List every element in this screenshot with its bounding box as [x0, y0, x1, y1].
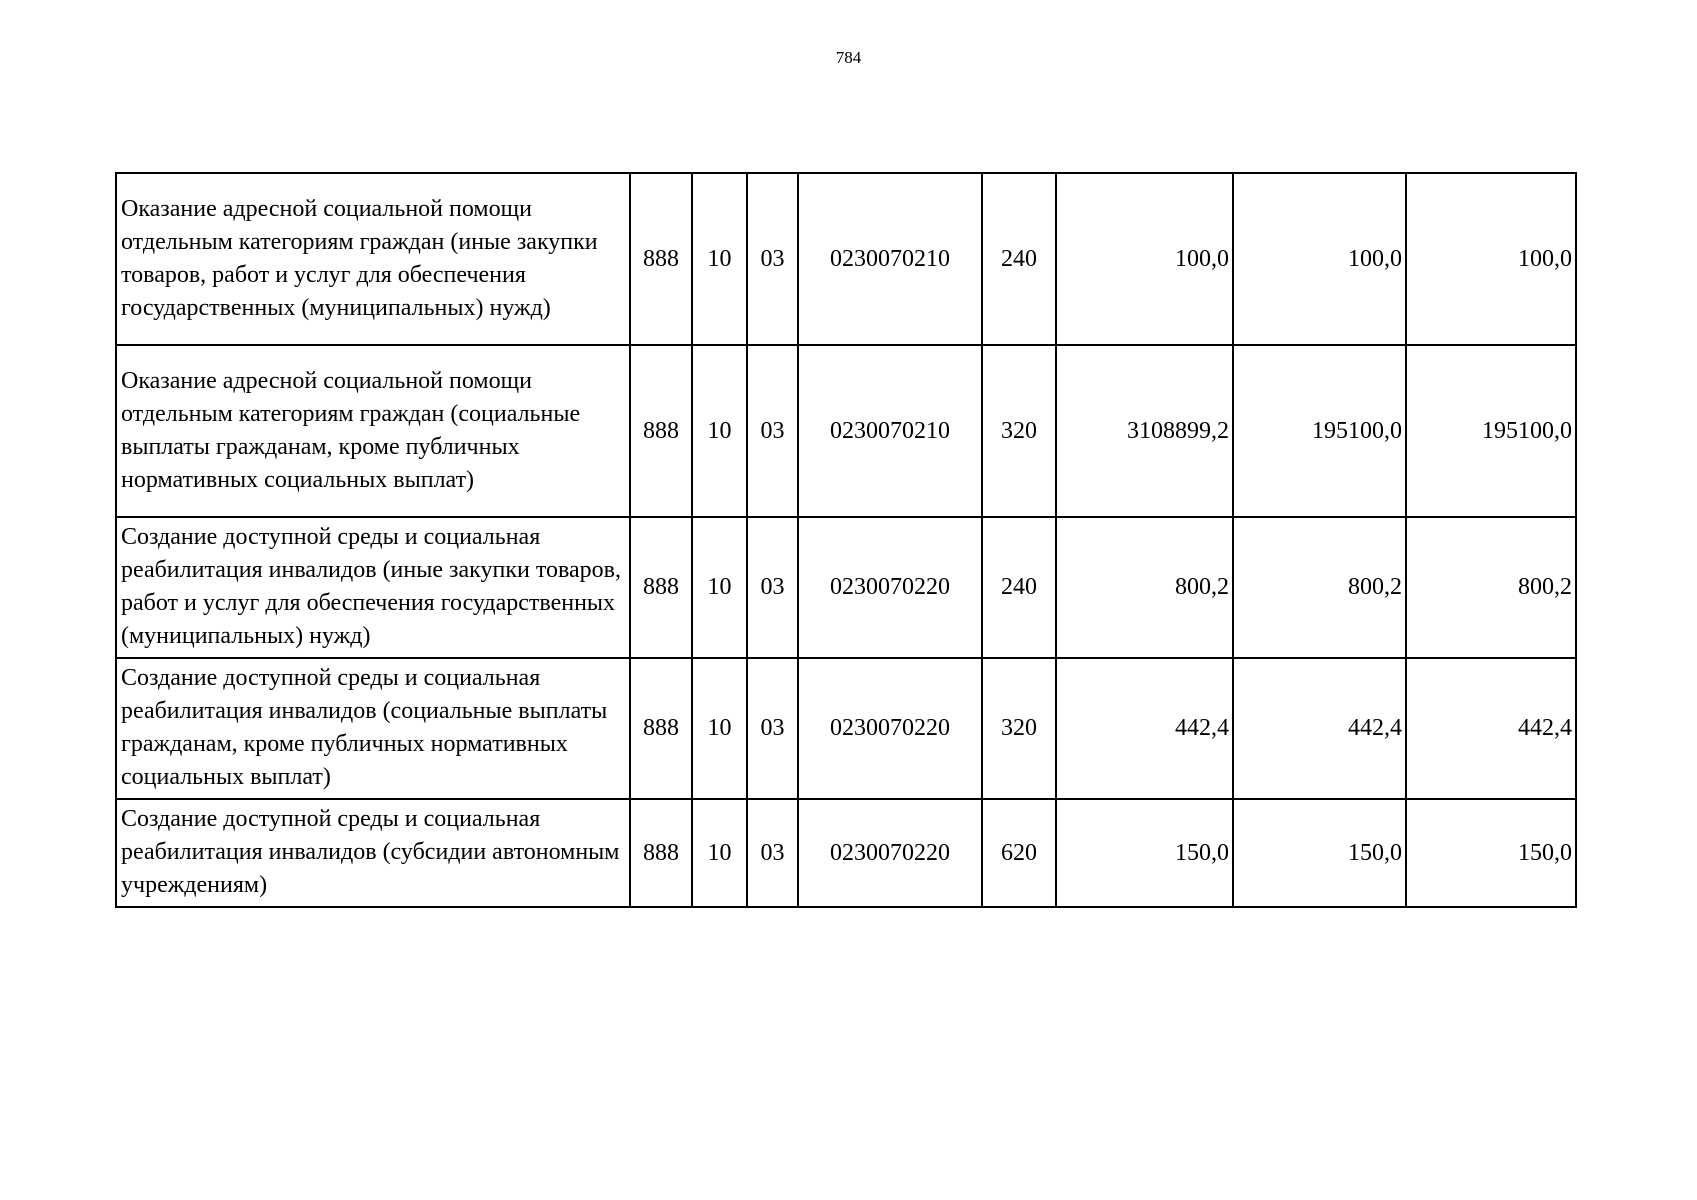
amount-year-1: 3108899,2: [1056, 345, 1233, 517]
amount-year-2: 442,4: [1233, 658, 1406, 799]
row-description: Создание доступной среды и социальная реабилитация инвалидов (иные закупки товаров, работ и услуг для обеспечения государственных (муниципальных) нужд): [116, 517, 630, 658]
table-row: [116, 517, 1576, 658]
amount-year-3: 442,4: [1406, 658, 1576, 799]
ministry-code: 888: [630, 345, 692, 517]
amount-year-1: 442,4: [1056, 658, 1233, 799]
amount-year-1: 100,0: [1056, 173, 1233, 345]
section-code: 10: [692, 517, 747, 658]
ministry-code: 888: [630, 799, 692, 907]
amount-year-2: 195100,0: [1233, 345, 1406, 517]
row-description: Создание доступной среды и социальная реабилитация инвалидов (субсидии автономным учреждениям): [116, 799, 630, 907]
amount-year-3: 800,2: [1406, 517, 1576, 658]
subsection-code: 03: [747, 799, 798, 907]
subsection-code: 03: [747, 658, 798, 799]
section-code: 10: [692, 173, 747, 345]
amount-year-3: 100,0: [1406, 173, 1576, 345]
table-row: [116, 345, 1576, 517]
subsection-code: 03: [747, 173, 798, 345]
target-article-code: 0230070220: [798, 517, 982, 658]
ministry-code: 888: [630, 517, 692, 658]
table-row: [116, 173, 1576, 345]
ministry-code: 888: [630, 658, 692, 799]
subsection-code: 03: [747, 517, 798, 658]
section-code: 10: [692, 658, 747, 799]
budget-table: [115, 172, 1577, 908]
amount-year-2: 800,2: [1233, 517, 1406, 658]
expense-type-code: 240: [982, 173, 1056, 345]
row-description: Создание доступной среды и социальная реабилитация инвалидов (социальные выплаты гражданам, кроме публичных нормативных социальных выплат): [116, 658, 630, 799]
expense-type-code: 320: [982, 345, 1056, 517]
page-number: 784: [835, 48, 862, 67]
amount-year-2: 100,0: [1233, 173, 1406, 345]
subsection-code: 03: [747, 345, 798, 517]
amount-year-1: 150,0: [1056, 799, 1233, 907]
table-row: [116, 799, 1576, 907]
amount-year-3: 195100,0: [1406, 345, 1576, 517]
amount-year-3: 150,0: [1406, 799, 1576, 907]
row-description: Оказание адресной социальной помощи отдельным категориям граждан (иные закупки товаров, работ и услуг для обеспечения государственных (муниципальных) нужд): [116, 173, 630, 345]
amount-year-2: 150,0: [1233, 799, 1406, 907]
table-row: [116, 658, 1576, 799]
expense-type-code: 320: [982, 658, 1056, 799]
section-code: 10: [692, 345, 747, 517]
expense-type-code: 240: [982, 517, 1056, 658]
amount-year-1: 800,2: [1056, 517, 1233, 658]
target-article-code: 0230070210: [798, 173, 982, 345]
ministry-code: 888: [630, 173, 692, 345]
target-article-code: 0230070220: [798, 658, 982, 799]
expense-type-code: 620: [982, 799, 1056, 907]
target-article-code: 0230070210: [798, 345, 982, 517]
row-description: Оказание адресной социальной помощи отдельным категориям граждан (социальные выплаты гражданам, кроме публичных нормативных социальных выплат): [116, 345, 630, 517]
target-article-code: 0230070220: [798, 799, 982, 907]
section-code: 10: [692, 799, 747, 907]
